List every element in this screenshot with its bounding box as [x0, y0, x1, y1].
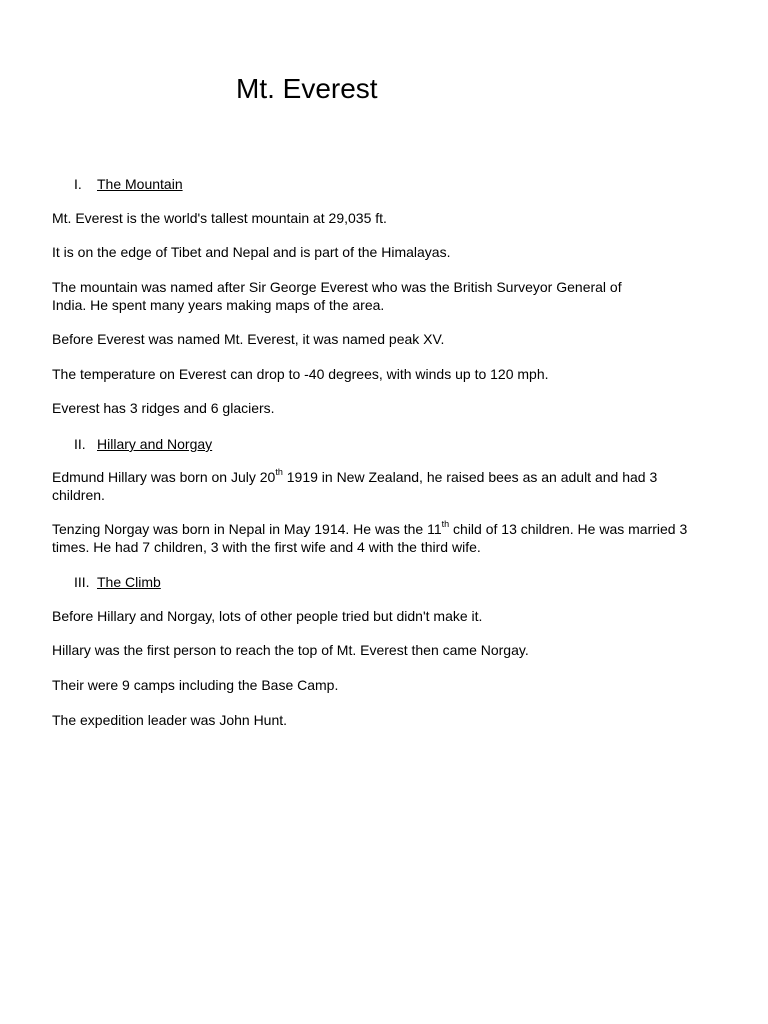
paragraph: Before Hillary and Norgay, lots of other people tried but didn't make it. [52, 608, 483, 624]
text-run: Tenzing Norgay was born in Nepal in May 1914. He was the 11 [52, 521, 442, 537]
section-title: Hillary and Norgay [97, 436, 213, 452]
section-number: I. [74, 176, 82, 192]
section-title: The Mountain [97, 176, 183, 192]
superscript: th [441, 519, 450, 530]
paragraph-hillary [52, 469, 712, 504]
text-run: child of 13 children. He was married 3 times. He had 7 children, 3 with the first wife and 4 with the third wife. [52, 521, 688, 555]
section-number: III. [74, 574, 90, 590]
section-heading-climb [74, 573, 161, 591]
paragraph: Hillary was the first person to reach the top of Mt. Everest then came Norgay. [52, 642, 529, 658]
paragraph-norgay [52, 521, 692, 556]
section-number: II. [74, 436, 86, 452]
paragraph: Mt. Everest is the world's tallest mountain at 29,035 ft. [52, 210, 387, 226]
section-heading-hillary-norgay [74, 435, 212, 453]
paragraph: Everest has 3 ridges and 6 glaciers. [52, 400, 275, 416]
text-run: 1919 in New Zealand, he raised bees as an adult and had 3 children. [52, 469, 658, 503]
superscript: th [275, 467, 283, 478]
paragraph: Before Everest was named Mt. Everest, it was named peak XV. [52, 331, 445, 347]
section-title: The Climb [97, 574, 161, 590]
paragraph: Their were 9 camps including the Base Camp. [52, 677, 339, 693]
paragraph: The mountain was named after Sir George Everest who was the British Surveyor General of India. He spent many years making maps of the area. [52, 279, 622, 313]
document-title: Mt. Everest [236, 73, 378, 104]
text-run: Edmund Hillary was born on July 20 [52, 469, 276, 485]
paragraph: The temperature on Everest can drop to -40 degrees, with winds up to 120 mph. [52, 366, 549, 382]
paragraph: It is on the edge of Tibet and Nepal and is part of the Himalayas. [52, 244, 451, 260]
paragraph: The expedition leader was John Hunt. [52, 712, 288, 728]
section-heading-mountain [74, 175, 183, 193]
